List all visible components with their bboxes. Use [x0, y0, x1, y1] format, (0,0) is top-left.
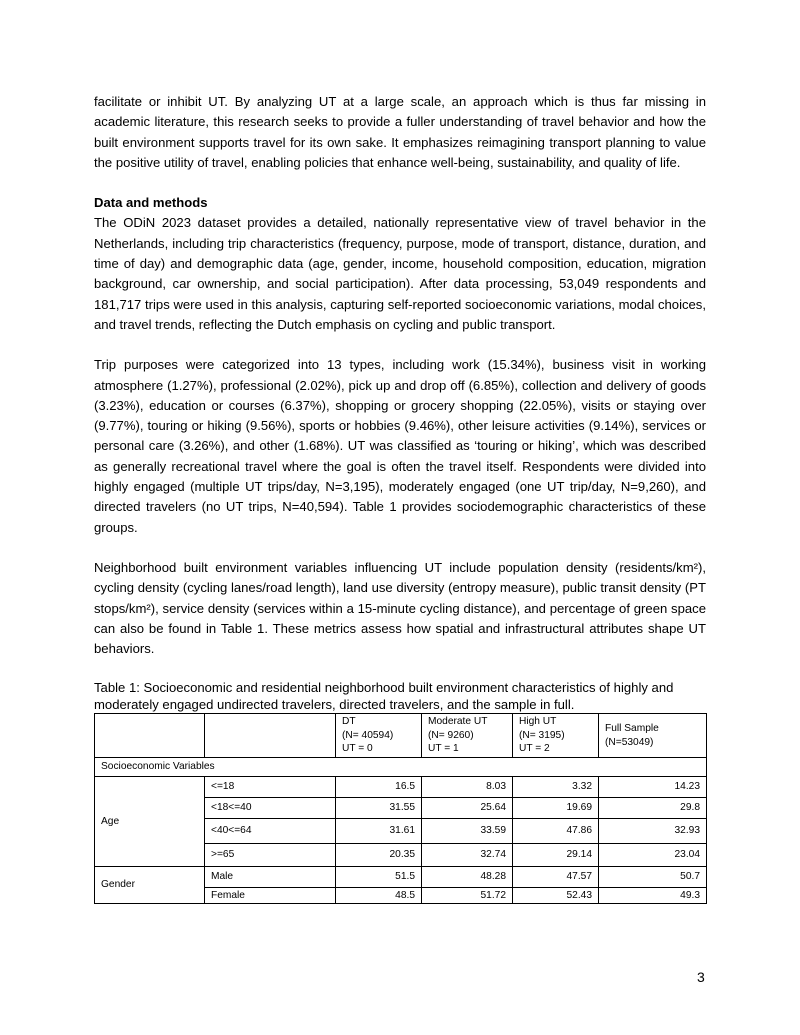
cell-value: 25.64 — [422, 797, 513, 818]
header-line: (N= 9260) — [428, 729, 474, 741]
cell-value: 47.57 — [513, 866, 599, 887]
header-line: High UT — [519, 716, 557, 728]
cell-value: 29.8 — [599, 797, 707, 818]
section-heading: Data and methods — [94, 195, 208, 211]
cell-value: 29.14 — [513, 843, 599, 866]
header-high-ut — [513, 714, 599, 758]
header-line: (N= 3195) — [519, 729, 565, 741]
header-line: Moderate UT — [428, 716, 488, 728]
cell-value: 49.3 — [599, 887, 707, 903]
row-group-gender: Gender — [95, 866, 205, 903]
header-moderate-ut — [422, 714, 513, 758]
table-row — [95, 866, 707, 887]
cell-value: 3.32 — [513, 776, 599, 797]
header-line: UT = 2 — [519, 743, 550, 755]
row-category: <=18 — [205, 776, 336, 797]
row-group-age: Age — [95, 776, 205, 866]
cell-value: 47.86 — [513, 818, 599, 843]
section-label: Socioeconomic Variables — [95, 757, 707, 776]
purposes-paragraph: Trip purposes were categorized into 13 types, including work (15.34%), business visit in working atmosphere (1.27%), professional (2.02%), pick up and drop off (6.85%), collection and delivery of goods (3.23%), education or courses (6.37%), shopping or grocery shopping (22.05%), visits or staying over (9.77%), touring or hiking (9.56%), sports or hobbies (9.46%), other leisure activities (9.14%), services or personal care (3.26%), and other (1.68%). UT was classified as ‘touring or hiking’, which was described as generally recreational travel where the goal is often the travel itself. Respondents were divided into highly engaged (multiple UT trips/day, N=3,195), moderately engaged (one UT trip/day, N=9,260), and directed travelers (no UT trips, N=40,594). Table 1 provides sociodemographic characteristics of these groups. — [94, 357, 706, 535]
cell-value: 48.5 — [336, 887, 422, 903]
header-blank-cell — [205, 714, 336, 758]
table-section-row — [95, 757, 707, 776]
table-row — [95, 776, 707, 797]
cell-value: 50.7 — [599, 866, 707, 887]
data-paragraph: The ODiN 2023 dataset provides a detailed, nationally representative view of travel behavior in the Netherlands, including trip characteristics (frequency, purpose, mode of transport, distance, duration, and time of day) and demographic data (age, gender, income, household composition, education, migration background, car ownership, and social participation). After data processing, 53,049 respondents and 181,717 trips were used in this analysis, capturing self-reported socioeconomic variations, modal choices, and travel trends, reflecting the Dutch emphasis on cycling and public transport. — [94, 215, 706, 332]
header-line: DT — [342, 716, 356, 728]
cell-value: 51.5 — [336, 866, 422, 887]
row-category: Female — [205, 887, 336, 903]
header-line: (N= 40594) — [342, 729, 394, 741]
cell-value: 14.23 — [599, 776, 707, 797]
cell-value: 19.69 — [513, 797, 599, 818]
header-full-sample — [599, 714, 707, 758]
characteristics-table — [94, 713, 707, 904]
page-number: 3 — [697, 969, 705, 985]
header-line: UT = 0 — [342, 743, 373, 755]
header-dt — [336, 714, 422, 758]
table-caption: Table 1: Socioeconomic and residential neighborhood built environment characteristics of highly and moderately engaged undirected travelers, directed travelers, and the sample in full. — [94, 680, 674, 713]
neighborhood-paragraph: Neighborhood built environment variables influencing UT include population density (residents/km²), cycling density (cycling lanes/road length), land use diversity (entropy measure), public transit density (PT stops/km²), service density (services within a 15-minute cycling distance), and percentage of green space can also be found in Table 1. These metrics assess how spatial and infrastructural attributes shape UT behaviors. — [94, 559, 706, 657]
cell-value: 31.61 — [336, 818, 422, 843]
cell-value: 8.03 — [422, 776, 513, 797]
cell-value: 16.5 — [336, 776, 422, 797]
cell-value: 32.74 — [422, 843, 513, 866]
cell-value: 23.04 — [599, 843, 707, 866]
cell-value: 33.59 — [422, 818, 513, 843]
intro-paragraph: facilitate or inhibit UT. By analyzing UT at a large scale, an approach which is thus far missing in academic literature, this research seeks to provide a fuller understanding of travel behavior and how the built environment supports travel for its own sake. It emphasizes reimagining transport planning to value the positive utility of travel, enabling policies that enhance well-being, sustainability, and quality of life. — [94, 94, 706, 170]
header-line: (N=53049) — [605, 736, 654, 748]
page-body — [94, 92, 706, 904]
cell-value: 32.93 — [599, 818, 707, 843]
row-category: <18<=40 — [205, 797, 336, 818]
header-line: Full Sample — [605, 723, 659, 735]
table-header-row — [95, 714, 707, 758]
cell-value: 52.43 — [513, 887, 599, 903]
cell-value: 48.28 — [422, 866, 513, 887]
header-line: UT = 1 — [428, 743, 459, 755]
cell-value: 20.35 — [336, 843, 422, 866]
cell-value: 31.55 — [336, 797, 422, 818]
row-category: <40<=64 — [205, 818, 336, 843]
header-blank-cell — [95, 714, 205, 758]
cell-value: 51.72 — [422, 887, 513, 903]
row-category: Male — [205, 866, 336, 887]
row-category: >=65 — [205, 843, 336, 866]
